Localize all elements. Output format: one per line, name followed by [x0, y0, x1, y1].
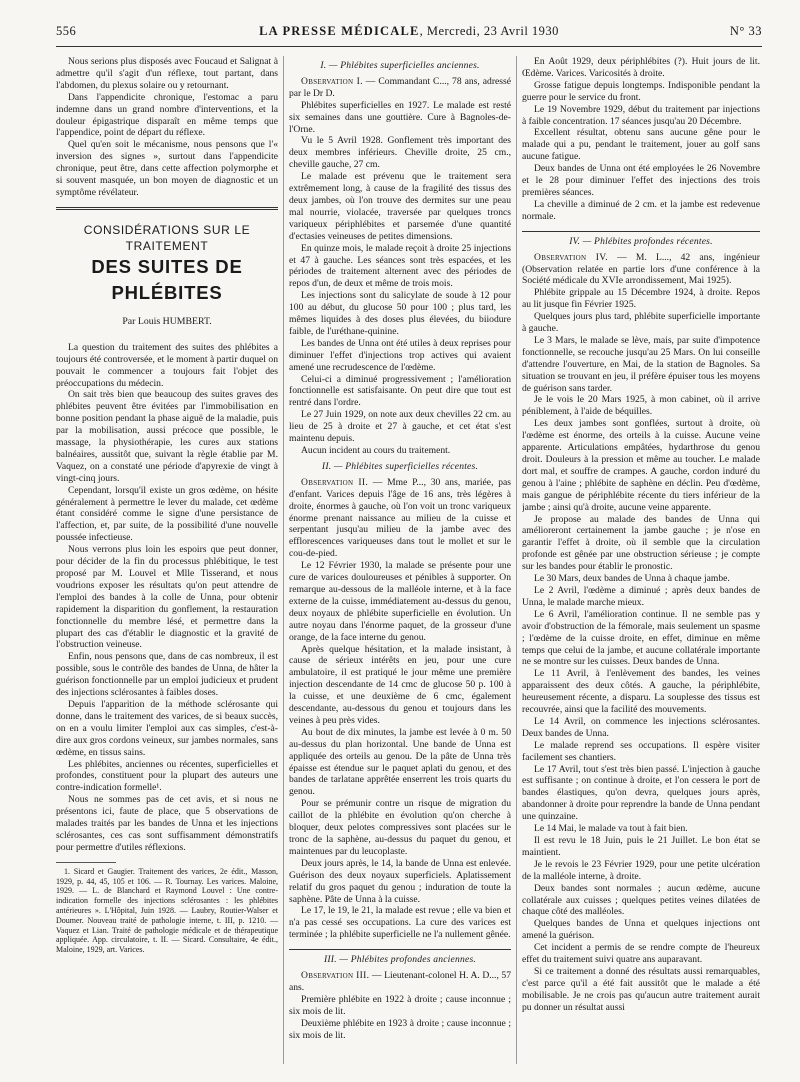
intro-paragraph: Nous serions plus disposés avec Foucaud et Salignat à admettre qu'il s'agit d'un réflexe, tout partant, dans l'abdomen, du plexus solaire ou y retournant.	[56, 56, 278, 91]
body-paragraph: Le 2 Avril, l'œdème a diminué ; après deux bandes de Unna, le malade marche mieux.	[522, 584, 760, 608]
body-paragraph: Le 6 Avril, l'amélioration continue. Il ne semble pas y avoir d'obstruction de la fémorale, mais seulement un spasme ; l'œdème de la cuisse droite, en effet, diminue en même temps que celui de la jambe, et aucune collatérale importante ne se montre sur les cuisses. Deux bandes de Unna.	[522, 608, 760, 668]
section-heading: III. — Phlébites profondes anciennes.	[324, 954, 476, 966]
journal-name: LA PRESSE MÉDICALE	[259, 24, 420, 38]
header-rule	[56, 46, 762, 47]
body-paragraph: Je le revois le 23 Février 1929, pour une petite ulcération de la malléole interne, à droite.	[522, 858, 760, 882]
body-paragraph: Le 11 Avril, à l'enlèvement des bandes, les veines apparaissent des deux côtés. A gauche, la périphlébite, heureusement récente, a disparu. La souplesse des tissus est recouvrée, ainsi que la facilité des mouvements.	[522, 668, 760, 716]
column-divider-1	[283, 56, 284, 1064]
article-kicker: CONSIDÉRATIONS SUR LE TRAITEMENT	[83, 222, 251, 253]
issue-number: N° 33	[729, 24, 762, 38]
body-paragraph: Grosse fatigue depuis longtemps. Indisponible pendant la guerre pour le service du front.	[522, 79, 760, 103]
body-paragraph: Enfin, nous pensons que, dans de cas nombreux, il est possible, sous le contrôle des bandes de Unna, de hâter la guérison fonctionnelle par un emploi judicieux et prudent des injections sclérosantes à faibles doses.	[56, 651, 278, 699]
body-paragraph: Pour se prémunir contre un risque de migration du caillot de la phlébite en évolution qu'on cherche à bloquer, deux pelotes compressives sont placées sur le tronc de la saphène, au-dessus du paquet du genou, et maintenues par du leucoplaste.	[289, 798, 511, 857]
body-paragraph: Nous ne sommes pas de cet avis, et si nous ne présentons ici, faute de place, que 5 observations de malades traités par les bandes de Unna et les injections sclérosantes, ces cas sont suffisamment démonstratifs pour permettre d'utiles réflexions.	[56, 794, 278, 853]
body-paragraph: Les bandes de Unna ont été utiles à deux reprises pour diminuer l'effet d'injections trop actives qui avaient amené une recrudescence de l'œdème.	[289, 337, 511, 373]
body-paragraph: Les injections sont du salicylate de soude à 12 pour 100 au début, du glucose 50 pour 100 ; plus tard, les mêmes liquides à des doses plus élevées, du biiodure faible, de l'uréthane-quinine.	[289, 290, 511, 337]
body-paragraph: Le 12 Février 1930, la malade se présente pour une cure de varices douloureuses et pénibles à supporter. On remarque au-dessous de la malléole interne, et à la face externe de la cuisse, immédiatement au-dessus du genou, deux noyaux de phlébite superficielle en évolution. Un autre noyau dans l'énorme paquet, de la grosseur d'une orange, de la face interne du genou.	[289, 560, 511, 643]
body-paragraph: En quinze mois, le malade reçoit à droite 25 injections et 47 à gauche. Les séances sont très espacées, et les périodes de traitement alternent avec des périodes de repos d'un, de deux et même de trois mois.	[289, 242, 511, 290]
body-paragraph: Cet incident a permis de se rendre compte de l'heureux effet du traitement suivi quatre ans auparavant.	[522, 942, 760, 966]
body-paragraph: Si ce traitement a donné des résultats aussi remarquables, c'est parce qu'il a été fait aussitôt que le malade a été mobilisable. Je ne crois pas qu'aucun autre traitement aurait pu donner un résultat aussi	[522, 965, 760, 1013]
footnote: 1. Sicard et Gaugier. Traitement des varices, 2e édit., Masson, 1929, p. 44, 45, 105 et 106. — R. Tournay. Les varices. Maloine, 1929. — L. de Blanchard et Raymond Louvel : Une contre-indication formelle des injections sclérosantes : les phlébites antérieures ». L'Hôpital, Juin 1928. — Laubry, Routier-Walser et Doumer. Nouveau traité de pathologie interne, t. III, p. 1210. — Vaquez et Lian. Traité de pathologie médicale et de thérapeutique appliquée. App. circulatoire, t. II. — Sicard. Consultaire, 4e édit., Maloine, 1929, art. Varices.	[56, 866, 278, 955]
body-paragraph: Deux bandes de Unna ont été employées le 26 Novembre et le 28 pour diminuer l'effet des injections des trois premières séances.	[522, 163, 760, 198]
article-heading	[56, 222, 278, 306]
body-paragraph: Le 17 Avril, tout s'est très bien passé. L'injection à gauche est suffisante ; on continue à droite, et l'on cessera le port de bandes élastiques, qu'on devra, quelques jours après, abandonner à droite pour reprendre la bande de Unna pendant une quinzaine.	[522, 763, 760, 823]
body-paragraph: Nous verrons plus loin les espoirs que peut donner, pour décider de la fin du processus phlébitique, le test proposé par M. Louvel et Mlle Tisserand, et nous voudrions exposer les résultats qu'on peut attendre de l'emploi des bandes à la colle de Unna, pour obtenir rapidement la disparition du gonflement, la restauration fonctionnelle du membre lésé, et permettre dans la plupart des cas d'établir le diagnostic et la gravité de l'obstruction veineuse.	[56, 544, 278, 651]
observation-paragraph	[289, 477, 511, 560]
body-paragraph: La question du traitement des suites des phlébites a toujours été controversée, et le moment à partir duquel on pouvait le commencer a toujours fait l'objet des préoccupations du médecin.	[56, 341, 278, 389]
body-paragraph: Le 30 Mars, deux bandes de Unna à chaque jambe.	[534, 573, 730, 585]
body-paragraph: Il est revu le 18 Juin, puis le 21 Juillet. Le bon état se maintient.	[522, 835, 760, 858]
body-paragraph: Le malade est prévenu que le traitement sera extrêmement long, à cause de la fragilité des tissus des deux jambes, où l'on trouve des dermites sur une peau mal nourrie, violacée, traversée par quelques troncs variqueux périphlébites et parsemée d'une quantité d'ectasies veineuses de petites dimensions.	[289, 171, 511, 242]
body-paragraph: Le 27 Juin 1929, on note aux deux chevilles 22 cm. au lieu de 25 à droite et 27 à gauche, et cet état s'est maintenu depuis.	[289, 409, 511, 445]
observation-label: Observation I.	[301, 75, 363, 87]
section-heading: IV. — Phlébites profondes récentes.	[569, 235, 713, 247]
observation-paragraph	[289, 970, 511, 994]
column-divider-2	[516, 56, 517, 1064]
body-paragraph: Aucun incident au cours du traitement.	[301, 445, 451, 456]
body-paragraph: Quelques bandes de Unna et quelques injections ont amené la guérison.	[522, 918, 760, 942]
body-paragraph: Les deux jambes sont gonflées, surtout à droite, où l'œdème est énorme, des orteils à la cuisse. Aucune veine apparente. Articulations empâtées, hydarthrose du genou droit. Douleurs à la pression et même au toucher. Le malade dort mal, et souffre de crampes. A gauche, cordon induré du genou à l'aine ; phlébite de saphène en déclin. Peu d'œdème, mais gangue de périphlébite récente du tiers inférieur de la jambe ; ainsi qu'à droite, aucune veine apparente.	[522, 418, 760, 513]
column-1	[56, 56, 278, 1072]
observation-text: — Commandant C..., 78 ans, adressé par le Dr D.	[289, 75, 511, 99]
body-paragraph: Le 19 Novembre 1929, début du traitement par injections à faible concentration. 17 séances jusqu'au 20 Décembre.	[522, 103, 760, 127]
body-paragraph: Le 14 Mai, le malade va tout à fait bien.	[534, 823, 688, 835]
body-paragraph: Depuis l'apparition de la méthode sclérosante qui donne, dans le traitement des varices, de si beaux succès, on en a voulu limiter l'emploi aux cas simples, c'est-à-dire aux gros cordons veineux, sur jambes normales, sans œdème, en tissus sains.	[56, 698, 278, 758]
body-paragraph: Excellent résultat, obtenu sans aucune gêne pour le malade qui a pu, pendant le traitement, jouer au golf sans aucune fatigue.	[522, 127, 760, 163]
observation-label: Observation IV.	[534, 251, 608, 263]
body-paragraph: Quelques jours plus tard, phlébite superficielle importante à gauche.	[522, 311, 760, 335]
section-divider	[522, 231, 760, 232]
body-paragraph: La cheville a diminué de 2 cm. et la jambe est redevenue normale.	[522, 198, 760, 222]
body-paragraph: Au bout de dix minutes, la jambe est levée à 0 m. 50 au-dessus du plan horizontal. Une bande de Unna est appliquée des orteils au genou. De la pâte de Unna très épaisse est étendue sur le paquet aplati du genou, et des bandes de tarlatane apprêtée enserrent les trois quarts du genou.	[289, 726, 511, 798]
intro-paragraph: Quel qu'en soit le mécanisme, nous pensons que l'« inversion des signes », surtout dans l'appendicite chronique, peut être, dans cette affection polymorphe et si souvent masquée, un bon moyen de diagnostic et un symptôme révélateur.	[56, 139, 278, 198]
article-separator	[56, 207, 278, 210]
body-paragraph: Le malade reprend ses occupations. Il espère visiter facilement ses chantiers.	[522, 739, 760, 763]
body-paragraph: Je propose au malade des bandes de Unna qui amélioreront certainement la jambe gauche ; je n'ose en garantir l'effet à droite, où il semble que la circulation profonde est gênée par une obstruction sérieuse ; je compte sur les bandes pour établir le pronostic.	[522, 513, 760, 573]
section-heading: I. — Phlébites superficielles anciennes.	[320, 60, 480, 71]
intro-paragraph: Dans l'appendicite chronique, l'estomac a paru indemne dans un grand nombre d'interventions, et la douleur épigastrique disparaît en même temps que l'appendice, point de départ du réflexe.	[56, 91, 278, 139]
page-number: 556	[56, 24, 77, 38]
observation-label: Observation II.	[301, 476, 369, 488]
section-divider	[289, 949, 511, 950]
body-paragraph: Le 17, le 19, le 21, la malade est revue ; elle va bien et n'a pas cessé ses occupations. La cure des varices est terminée ; la phlébite superficielle ne l'a nullement gênée.	[289, 905, 511, 941]
body-paragraph: Celui-ci a diminué progressivement ; l'amélioration fonctionnelle est satisfaisante. On peut dire que tout est rentré dans l'ordre.	[289, 373, 511, 409]
body-paragraph: Cependant, lorsqu'il existe un gros œdème, on hésite généralement à permettre le lever du malade, cet œdème étant considéré comme le signe d'une persistance de l'affection, et, par suite, de la possibilité d'une nouvelle poussée infectieuse.	[56, 484, 278, 544]
body-paragraph: Phlébite grippale au 15 Décembre 1924, à droite. Repos au lit jusque fin Février 1925.	[522, 287, 760, 311]
body-paragraph: Vu le 5 Avril 1928. Gonflement très important des deux membres inférieurs. Cheville droite, 25 cm., cheville gauche, 27 cm.	[289, 135, 511, 171]
body-paragraph: Deuxième phlébite en 1923 à droite ; cause inconnue ; six mois de lit.	[289, 1017, 511, 1041]
body-paragraph: Je le vois le 20 Mars 1925, à mon cabinet, où il arrive péniblement, à l'aide de béquilles.	[522, 394, 760, 418]
body-paragraph: Deux bandes sont normales ; aucun œdème, aucune collatérale aux cuisses ; quelques petites veines dilatées de chaque côté des malléoles.	[522, 882, 760, 918]
article-title: DES SUITES DE PHLÉBITES	[91, 255, 243, 303]
body-paragraph: Le 3 Mars, le malade se lève, mais, par suite d'impotence fonctionnelle, se recouche jusqu'au 25 Mars. On lui conseille d'attendre l'ouverture, en Mai, de la station de Bagnoles. Sa situation se trouvant en jeu, il préfère épuiser tous les moyens de guérison sans tarder.	[522, 334, 760, 394]
issue-date: , Mercredi, 23 Avril 1930	[419, 24, 559, 38]
observation-text: — Mme P..., 30 ans, mariée, pas d'enfant. Varices depuis l'âge de 16 ans, très légères à droite, énormes à gauche, où l'on voit un tronc variqueux énorme prenant naissance au milieu de la cuisse et serpentant jusqu'au milieu de la jambe avec des efflorescences variqueuses dans tout le mollet et sur le cou-de-pied.	[289, 476, 511, 560]
body-paragraph: Les phlébites, anciennes ou récentes, superficielles et profondes, constituent pour la plupart des auteurs une contre-indication formelle¹.	[56, 758, 278, 794]
footnote-rule	[56, 862, 116, 863]
page-header	[56, 22, 762, 44]
column-2	[289, 56, 511, 1072]
byline: Par Louis HUMBERT.	[122, 315, 212, 327]
body-paragraph: Après quelque hésitation, et la malade insistant, à cause de sérieux intérêts en jeu, pour une cure ambulatoire, il est pratiqué le jour même une première injection descendante de 14 cmc de glucose 50 p. 100 à la cuisse, et une deuxième de 6 cmc, également descendante, au-dessous du genou et toujours dans les veines à peu près vides.	[289, 643, 511, 726]
observation-label: Observation III.	[301, 970, 370, 982]
observation-text: — M. L..., 42 ans, ingénieur (Observation relatée en partie lors d'une conférence à la Société médicale du XVIe arrondissement, Mai 1925).	[522, 251, 760, 287]
journal-title	[56, 24, 762, 39]
observation-paragraph	[289, 76, 511, 100]
section-heading: II. — Phlébites superficielles récentes.	[321, 460, 479, 472]
body-paragraph: Première phlébite en 1922 à droite ; cause inconnue ; six mois de lit.	[289, 993, 511, 1017]
body-paragraph: Le 14 Avril, on commence les injections sclérosantes. Deux bandes de Unna.	[522, 715, 760, 739]
body-paragraph: Phlébites superficielles en 1927. Le malade est resté six semaines dans une gouttière. Cure à Bagnoles-de-l'Orne.	[289, 99, 511, 135]
observation-text: — Lieutenant-colonel H. A. D..., 57 ans.	[289, 970, 511, 993]
body-paragraph: On sait très bien que beaucoup des suites graves des phlébites peuvent être évitées par l'immobilisation en bonne position pendant la phase aiguë de la maladie, puis par la mobilisation, aussi précoce que possible, le massage, la physiothérapie, les cures aux stations balnéaires, aussitôt que, suivant la règle établie par M. Vaquez, on a constaté une période d'apyrexie de vingt à vingt-cinq jours.	[56, 389, 278, 484]
body-paragraph: Deux jours après, le 14, la bande de Unna est enlevée. Guérison des deux noyaux superficiels. Aplatissement relatif du gros paquet du genou ; induration de toute la saphène. Pâte de Unna à la cuisse.	[289, 857, 511, 905]
body-paragraph: En Août 1929, deux périphlébites (?). Huit jours de lit. Œdème. Varices. Varicosités à droite.	[522, 56, 760, 79]
column-3	[522, 56, 760, 1072]
observation-paragraph	[522, 252, 760, 288]
